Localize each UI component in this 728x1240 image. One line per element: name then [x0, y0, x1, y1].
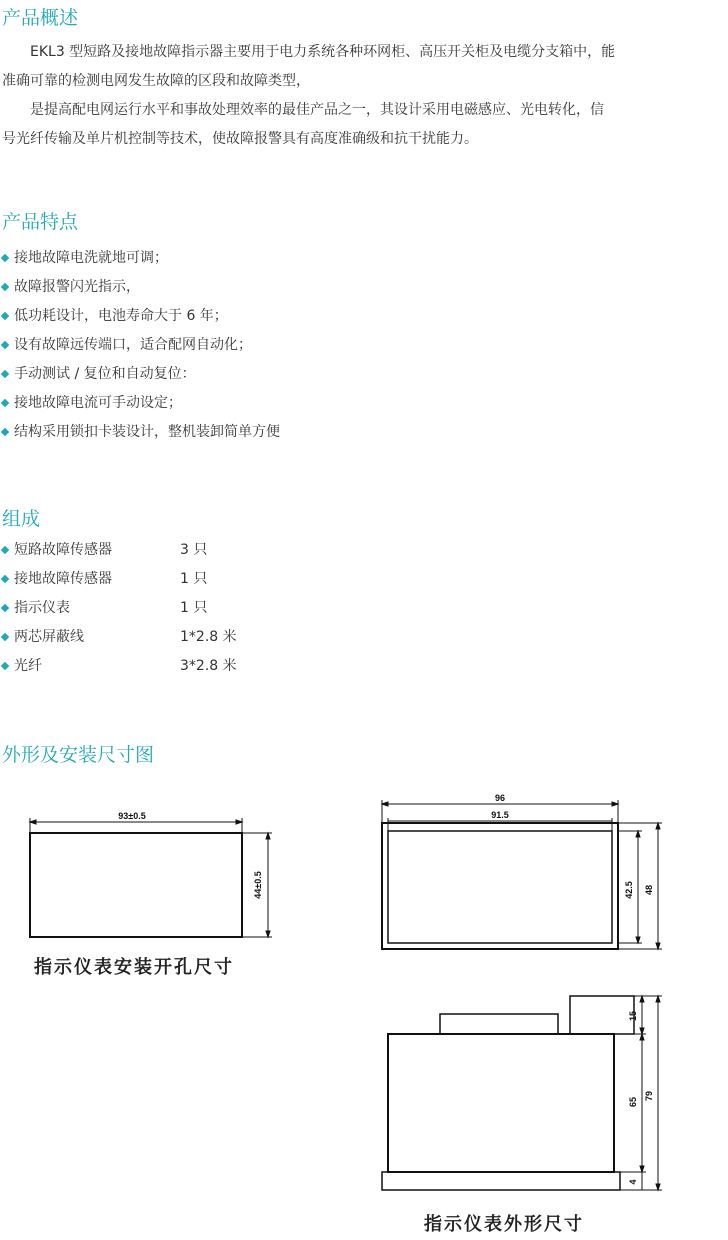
side-top-height-label: 15: [628, 1010, 638, 1022]
feature-item: 接地故障电流可手动设定；: [0, 389, 280, 418]
feature-item: 手动测试 / 复位和自动复位：: [0, 360, 280, 389]
diamond-bullet-icon: [1, 633, 9, 641]
diamond-bullet-icon: [1, 312, 9, 320]
side-total-height-label: 79: [644, 1090, 654, 1102]
diamond-bullet-icon: [1, 604, 9, 612]
diamond-bullet-icon: [1, 428, 9, 436]
front-view-drawing: [370, 790, 670, 960]
composition-name: 短路故障传感器: [14, 542, 112, 558]
composition-name: 接地故障传感器: [14, 571, 112, 587]
cutout-drawing: [20, 810, 280, 940]
composition-name: 指示仪表: [14, 600, 70, 616]
diamond-bullet-icon: [1, 575, 9, 583]
composition-list: [0, 536, 237, 681]
composition-qty: 1*2.8 米: [180, 629, 237, 645]
composition-item: [0, 652, 237, 681]
cutout-height-label: 44±0.5: [253, 871, 263, 899]
dimensions-title: 外形及安装尺寸图: [2, 744, 155, 766]
composition-item: [0, 594, 208, 623]
feature-item: 低功耗设计，电池寿命大于 6 年；: [0, 302, 280, 331]
feature-item: 设有故障远传端口，适合配网自动化；: [0, 331, 280, 360]
cutout-caption: 指示仪表安装开孔尺寸: [34, 957, 234, 978]
overview-line-1: EKL3 型短路及接地故障指示器主要用于电力系统各种环网柜、高压开关柜及电缆分支箱中，能: [2, 44, 616, 60]
composition-qty: 1 只: [180, 571, 208, 587]
overview-text: [2, 38, 728, 154]
composition-title: 组成: [2, 508, 41, 530]
composition-item: [0, 565, 208, 594]
cutout-width-label: 93±0.5: [118, 811, 146, 821]
diamond-bullet-icon: [1, 662, 9, 670]
side-view-caption: 指示仪表外形尺寸: [424, 1214, 584, 1235]
overview-line-4: 号光纤传输及单片机控制等技术，使故障报警具有高度准确级和抗干扰能力。: [2, 131, 478, 147]
front-outer-width-label: 96: [494, 793, 506, 803]
feature-item: 接地故障电洗就地可调；: [0, 244, 280, 273]
diamond-bullet-icon: [1, 399, 9, 407]
composition-qty: 1 只: [180, 600, 208, 616]
composition-qty: 3*2.8 米: [180, 658, 237, 674]
diamond-bullet-icon: [1, 341, 9, 349]
composition-item: [0, 623, 237, 652]
composition-name: 两芯屏蔽线: [14, 629, 84, 645]
composition-name: 光纤: [14, 658, 42, 674]
side-body-height-label: 65: [628, 1096, 638, 1108]
overview-line-3: 是提高配电网运行水平和事故处理效率的最佳产品之一，其设计采用电磁感应、光电转化，信: [2, 102, 604, 118]
features-title: 产品特点: [2, 211, 79, 233]
side-base-height-label: 4: [628, 1179, 638, 1185]
feature-item: 结构采用锁扣卡装设计，整机装卸简单方便: [0, 418, 280, 447]
front-inner-width-label: 91.5: [491, 810, 509, 820]
diamond-bullet-icon: [1, 370, 9, 378]
composition-qty: 3 只: [180, 542, 208, 558]
diamond-bullet-icon: [1, 254, 9, 262]
feature-item: 故障报警闪光指示，: [0, 273, 280, 302]
overview-title: 产品概述: [2, 7, 79, 29]
diamond-bullet-icon: [1, 546, 9, 554]
overview-line-2: 准确可靠的检测电网发生故障的区段和故障类型，: [2, 73, 310, 89]
composition-item: [0, 536, 208, 565]
features-list: [0, 244, 280, 447]
front-outer-height-label: 48: [644, 884, 654, 896]
side-view-drawing: [370, 990, 670, 1200]
front-inner-height-label: 42.5: [624, 881, 634, 899]
diamond-bullet-icon: [1, 283, 9, 291]
